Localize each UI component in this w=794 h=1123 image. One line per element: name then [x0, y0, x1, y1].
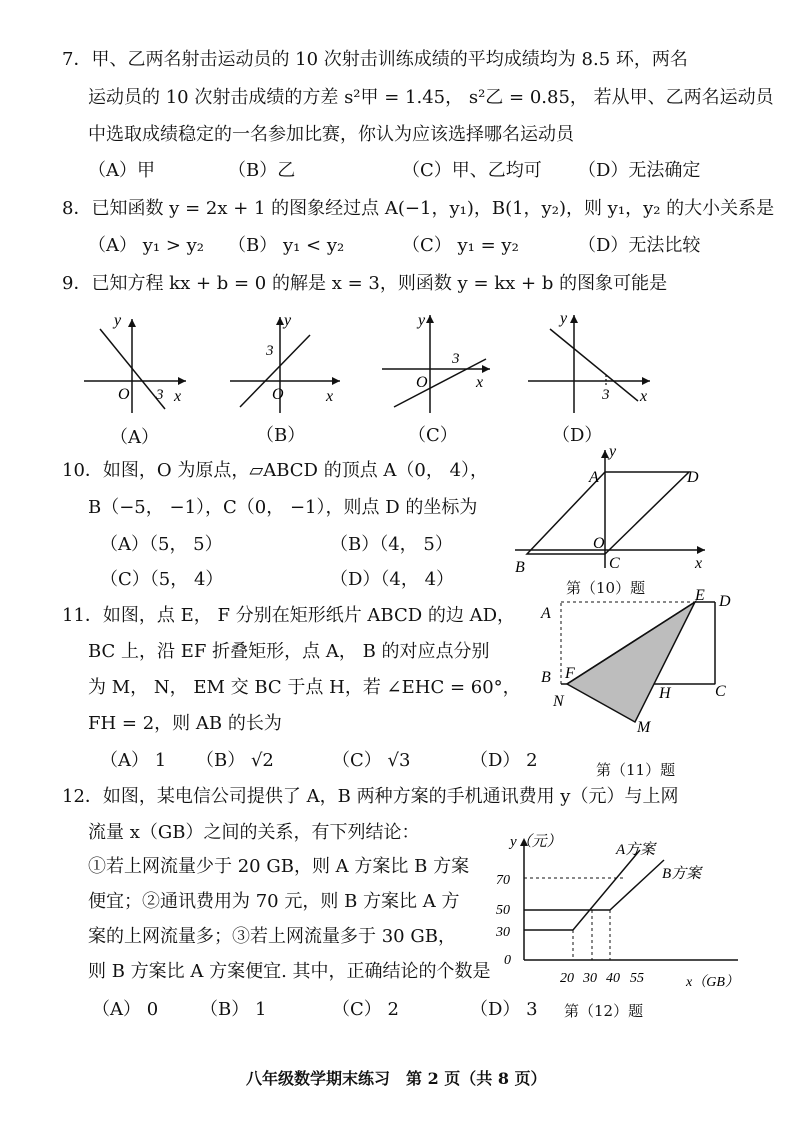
q11-line-3: 为 M， N， EM 交 BC 于点 H，若 ∠EHC = 60°，	[88, 677, 521, 698]
q10-line-1: 10．如图，O 为原点，▱ABCD 的顶点 A（0， 4），	[62, 460, 489, 481]
q12-line-1: 12．如图，某电信公司提供了 A，B 两种方案的手机通讯费用 y（元）与上网	[62, 786, 679, 807]
q10-point-d: D	[687, 469, 699, 486]
q8-option-b: （B） y₁ < y₂	[228, 235, 345, 256]
q9b-three-label: 3	[266, 343, 274, 359]
q11-point-d: D	[719, 593, 731, 610]
q10-point-c: C	[609, 555, 620, 572]
q7-option-a: （A）甲	[88, 160, 155, 181]
q11-option-c: （C） √3	[332, 750, 411, 771]
q12-line-5: 案的上网流量多；③若上网流量多于 30 GB，	[88, 926, 456, 947]
q7-line-1: 7．甲、乙两名射击运动员的 10 次射击训练成绩的平均成绩均为 8.5 环，两名	[62, 49, 688, 70]
q9-line-1: 9．已知方程 kx + b = 0 的解是 x = 3，则函数 y = kx + b 的图象可能是	[62, 273, 668, 294]
q12-xtick-30: 30	[583, 971, 597, 986]
q12-series-b: B方案	[662, 866, 702, 882]
q9-option-b: （B）	[256, 425, 306, 446]
q9-graph-d	[528, 310, 650, 413]
q9-option-c: （C）	[408, 425, 458, 446]
q9c-y-label: y	[418, 312, 426, 329]
q7-line-3: 中选取成绩稳定的一名参加比赛，你认为应该选择哪名运动员	[88, 124, 574, 145]
q12-option-a: （A） 0	[92, 999, 159, 1020]
q11-option-a: （A） 1	[100, 750, 167, 771]
q12-xtick-20: 20	[560, 971, 574, 986]
q10-option-a: （A）（5， 5）	[100, 534, 223, 555]
q12-x-label: x（GB）	[686, 975, 739, 990]
q12-line-6: 则 B 方案比 A 方案便宜. 其中，正确结论的个数是	[88, 961, 491, 982]
q11-point-f: F	[565, 665, 575, 682]
q11-point-e: E	[695, 588, 705, 604]
q10-option-d: （D）（4， 4）	[330, 569, 455, 590]
q12-option-d: （D） 3	[470, 999, 538, 1020]
q8-option-a: （A） y₁ > y₂	[88, 235, 205, 256]
q7-line-2: 运动员的 10 次射击成绩的方差 s²甲 = 1.45， s²乙 = 0.85， 若从甲、乙两名运动员	[88, 87, 774, 108]
q7-option-c: （C）甲、乙均可	[402, 160, 542, 181]
q7-option-b: （B）乙	[228, 160, 296, 181]
q12-line-3: ①若上网流量少于 20 GB，则 A 方案比 B 方案	[88, 856, 470, 877]
q8-line-1: 8．已知函数 y = 2x + 1 的图象经过点 A(−1，y₁)，B(1，y₂)，则 y₁，y₂ 的大小关系是	[62, 198, 775, 219]
q9b-x-label: x	[326, 388, 334, 405]
q9a-origin-label: O	[118, 386, 130, 403]
q12-option-b: （B） 1	[200, 999, 267, 1020]
q11-point-a: A	[541, 605, 551, 622]
q10-point-b: B	[515, 559, 525, 576]
q10-option-c: （C）（5， 4）	[100, 569, 224, 590]
q12-xtick-40: 40	[606, 971, 620, 986]
q12-y-label: y（元）	[510, 834, 562, 850]
q9-option-a: （A）	[110, 427, 159, 448]
q12-option-c: （C） 2	[332, 999, 399, 1020]
q12-ytick-50: 50	[496, 903, 510, 918]
q12-ytick-30: 30	[496, 925, 510, 940]
q9-graphs	[70, 305, 710, 425]
q12-xtick-55: 55	[630, 971, 644, 986]
q12-ytick-70: 70	[496, 873, 510, 888]
q12-caption: 第（12）题	[564, 1002, 644, 1020]
q11-point-c: C	[715, 683, 726, 700]
q12-ytick-0: 0	[504, 953, 511, 968]
q11-caption: 第（11）题	[596, 761, 676, 779]
q9c-three-label: 3	[452, 351, 460, 367]
q10-x-label: x	[695, 555, 703, 572]
q10-origin: O	[593, 535, 605, 552]
q10-option-b: （B）（4， 5）	[330, 534, 453, 555]
page-footer: 八年级数学期末练习 第 2 页（共 8 页）	[246, 1069, 547, 1088]
q11-option-d: （D） 2	[470, 750, 538, 771]
q12-series-a: A方案	[616, 842, 656, 858]
q10-point-a: A	[589, 469, 599, 486]
q9-graph-a	[84, 312, 186, 413]
q8-option-d: （D）无法比较	[578, 235, 701, 256]
q12-figure	[488, 830, 758, 1000]
q9b-origin-label: O	[272, 386, 284, 403]
q9c-x-label: x	[476, 374, 484, 391]
q12-line-2: 流量 x（GB）之间的关系，有下列结论：	[88, 822, 420, 843]
q11-line-2: BC 上，沿 EF 折叠矩形，点 A， B 的对应点分别	[88, 641, 490, 662]
q9-graph-c	[382, 312, 490, 413]
q7-option-d: （D）无法确定	[578, 160, 701, 181]
q9d-x-label: x	[640, 388, 648, 405]
q10-caption: 第（10）题	[566, 579, 646, 597]
q11-point-b: B	[541, 669, 551, 686]
q9d-three-label: 3	[602, 387, 610, 403]
q10-line-2: B（−5， −1），C（0， −1），则点 D 的坐标为	[88, 497, 478, 518]
q11-option-b: （B） √2	[196, 750, 274, 771]
q12-line-4: 便宜；②通讯费用为 70 元，则 B 方案比 A 方	[88, 891, 460, 912]
q11-line-1: 11．如图，点 E， F 分别在矩形纸片 ABCD 的边 AD，	[62, 605, 516, 626]
q9a-y-label: y	[114, 312, 122, 329]
q9-graph-b	[230, 312, 340, 413]
q10-figure	[505, 448, 725, 578]
q9a-three-label: 3	[156, 387, 164, 403]
q11-point-h: H	[659, 685, 671, 702]
q10-y-label: y	[609, 448, 617, 460]
q9d-y-label: y	[560, 310, 568, 327]
q9-option-d: （D）	[552, 425, 603, 446]
q11-point-m: M	[637, 719, 651, 736]
q9c-origin-label: O	[416, 374, 428, 391]
q11-line-4: FH = 2，则 AB 的长为	[88, 713, 282, 734]
q11-figure	[535, 588, 745, 738]
q8-option-c: （C） y₁ = y₂	[402, 235, 519, 256]
q9b-y-label: y	[284, 312, 292, 329]
q9a-x-label: x	[174, 388, 182, 405]
q11-point-n: N	[553, 693, 564, 710]
